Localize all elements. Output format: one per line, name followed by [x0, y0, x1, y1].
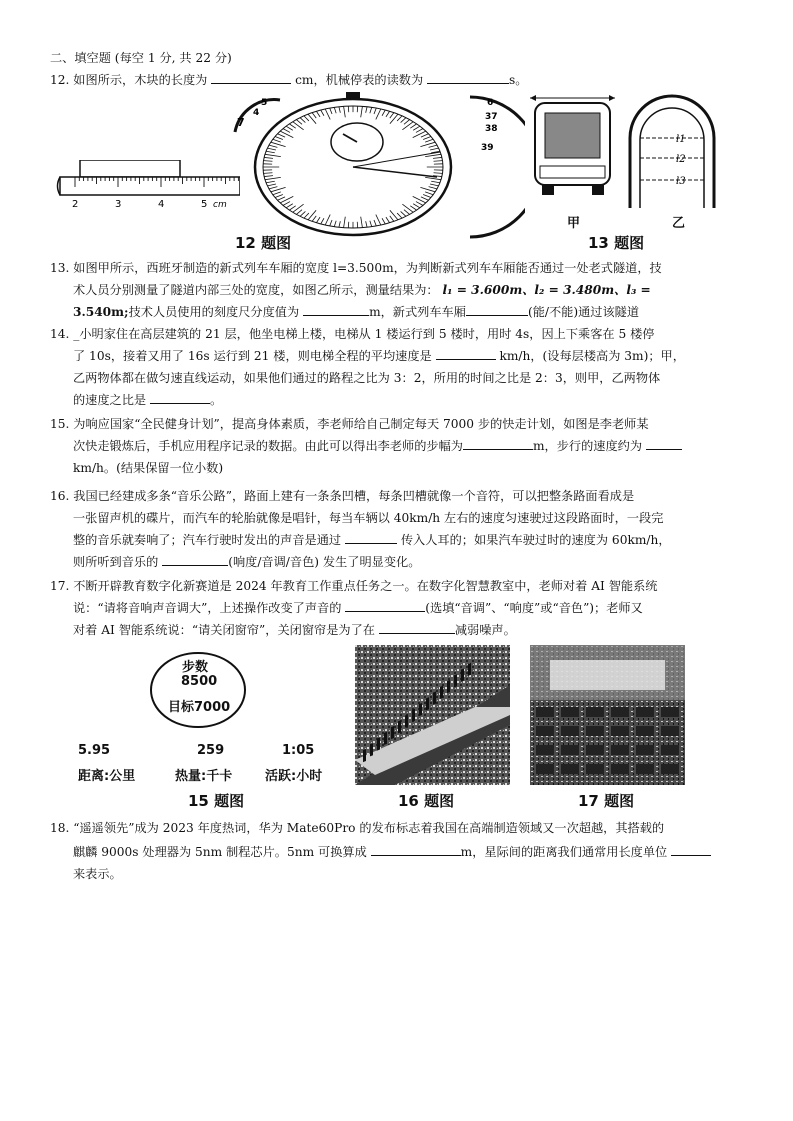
distance-value: 5.95: [78, 743, 111, 758]
q16-blank-medium[interactable]: [345, 529, 397, 544]
classroom-desk: [586, 707, 604, 717]
q13-blank-pass[interactable]: [466, 301, 528, 316]
classroom-desk: [561, 745, 579, 755]
section-header: 二、填空题 (每空 1 分, 共 22 分): [50, 51, 232, 65]
q13-line3: 3.540m;技术人员使用的刻度尺分度值为 m，新式列车车厢 (能/不能)通过该隧道: [73, 301, 639, 323]
q12-blank-stopwatch[interactable]: [427, 69, 509, 84]
fig13-jia: 甲: [567, 216, 581, 231]
road-groove: [363, 749, 366, 762]
q17-line2: 说：“请将音响声音调大”，上述操作改变了声音的 (选填“音调”、“响度”或“音色”)；老师又: [73, 597, 643, 619]
road-groove: [433, 692, 436, 705]
step-label: 步数: [182, 660, 209, 675]
q14-blank-ratio[interactable]: [150, 389, 210, 404]
q15-line1: 15. 为响应国家“全民健身计划”，提高身体素质，李老师给自己制定每天 7000 步的快走计划，如图是李老师某: [50, 417, 649, 431]
classroom-desk: [586, 745, 604, 755]
road-groove: [426, 697, 429, 710]
q17-line1: 17. 不断开辟教育数字化新赛道是 2024 年教育工作重点任务之一。在数字化智慧教室中，老师对着 AI 智能系统: [50, 579, 658, 593]
q13-line2: 术人员分别测量了隧道内部三处的宽度，如图乙所示，测量结果为： l₁ = 3.600m、l₂ = 3.480m、l₃ =: [73, 283, 651, 297]
ruler-unit: cm: [213, 200, 227, 210]
q13-measurements: l₁ = 3.600m、l₂ = 3.480m、l₃ =: [442, 283, 651, 297]
classroom-desk: [586, 764, 604, 774]
q18-line3: 来表示。: [73, 867, 122, 881]
classroom-desk: [611, 745, 629, 755]
caption-13: 13 题图: [588, 234, 645, 252]
ruler-tick-3: 3: [115, 199, 122, 210]
classroom-photo: [530, 645, 685, 785]
stopwatch-figure: [225, 92, 525, 242]
classroom-desk: [611, 764, 629, 774]
classroom-desk: [636, 764, 654, 774]
ruler-tick-5: 5: [201, 199, 208, 210]
q14-line1: 14. _小明家住在高层建筑的 21 层，他坐电梯上楼，电梯从 1 楼运行到 5 楼时，用时 4s，因上下乘客在 5 楼停: [50, 327, 655, 341]
q14-line2: 了 10s，接着又用了 16s 运行到 21 楼，则电梯全程的平均速度是 km/h，(设每层楼高为 3m)；甲，: [73, 345, 685, 367]
q16-line1: 16. 我国已经建成多条“音乐公路”，路面上建有一条条凹槽，每条凹槽就像一个音符，可以把整条路面看成是: [50, 489, 635, 503]
q18-blank-convert[interactable]: [371, 841, 461, 856]
classroom-desk: [536, 745, 554, 755]
wood-block: [80, 160, 180, 177]
road-groove: [412, 709, 415, 722]
svg-text:37: 37: [485, 112, 498, 122]
tunnel-l3: l3: [676, 176, 686, 187]
classroom-desk: [661, 745, 679, 755]
svg-text:7: 7: [237, 116, 245, 129]
classroom-desk: [661, 726, 679, 736]
classroom-desk: [636, 707, 654, 717]
crown-button: [346, 92, 360, 98]
road-groove: [377, 738, 380, 751]
svg-text:5: 5: [261, 98, 268, 108]
q12-text-c: s。: [509, 73, 528, 87]
q14-line4: 的速度之比是 。: [73, 389, 222, 411]
classroom-desk: [611, 707, 629, 717]
road-groove: [419, 703, 422, 716]
road-groove: [468, 663, 471, 676]
step-count: 8500: [181, 674, 218, 689]
road-groove: [447, 680, 450, 693]
classroom-desk: [536, 726, 554, 736]
road-groove: [370, 743, 373, 756]
q16-blank-property[interactable]: [162, 551, 228, 566]
classroom-desk: [586, 726, 604, 736]
svg-text:39: 39: [481, 143, 494, 153]
classroom-desk: [611, 726, 629, 736]
q15-blank-speed[interactable]: [646, 435, 682, 450]
road-groove: [440, 686, 443, 699]
classroom-desk: [661, 707, 679, 717]
ruler-tick-4: 4: [158, 199, 165, 210]
svg-text:6: 6: [487, 98, 494, 108]
fig13-yi: 乙: [672, 216, 686, 231]
q16-line4: 则所听到音乐的 (响度/音调/音色) 发生了明显变化。: [73, 551, 420, 573]
classroom-desk: [636, 726, 654, 736]
q18-line2: 麒麟 9000s 处理器为 5nm 制程芯片。5nm 可换算成 m，星际间的距离我们通常用长度单位: [73, 841, 711, 863]
svg-text:4: 4: [253, 108, 260, 118]
caption-17: 17 题图: [578, 792, 635, 810]
step-goal: 目标7000: [168, 700, 231, 715]
tunnel-outer: [630, 96, 714, 208]
caption-12: 12 题图: [235, 234, 292, 252]
q18-line1: 18. “遥遥领先”成为 2023 年度热词，华为 Mate60Pro 的发布标志着我国在高端制造领域又一次超越，其搭载的: [50, 821, 665, 835]
active-value: 1:05: [282, 743, 315, 758]
q13-blank-division[interactable]: [303, 301, 369, 316]
active-label: 活跃:小时: [265, 769, 323, 784]
svg-text:38: 38: [485, 124, 498, 134]
tunnel-l2: l2: [676, 154, 686, 165]
classroom-desk: [536, 707, 554, 717]
q12-text-a: 12. 如图所示，木块的长度为: [50, 73, 208, 87]
classroom-desk: [536, 764, 554, 774]
road-groove: [461, 669, 464, 682]
q14-line3: 乙两物体都在做匀速直线运动，如果他们通过的路程之比为 3：2，所用的时间之比是 2：3，则甲，乙两物体: [73, 371, 661, 385]
tunnel-l1: l1: [676, 134, 686, 145]
calorie-label: 热量:千卡: [175, 769, 233, 784]
ruler-tick-2: 2: [72, 199, 79, 210]
classroom-desk: [561, 707, 579, 717]
classroom-desk: [561, 726, 579, 736]
road-groove: [391, 726, 394, 739]
classroom-desk: [661, 764, 679, 774]
fig13-figure: [520, 88, 735, 213]
road-groove: [384, 732, 387, 745]
q18-blank-unit[interactable]: [671, 841, 711, 856]
q16-line2: 一张留声机的碟片，而汽车的轮胎就像是唱针，每当车辆以 40km/h 左右的速度匀速驶过这段路面时，一段完: [73, 511, 664, 525]
q12-blank-length[interactable]: [211, 69, 291, 84]
q17-blank-property[interactable]: [345, 597, 425, 612]
q13-line1: 13. 如图甲所示，西班牙制造的新式列车车厢的宽度 l=3.500m，为判断新式列车车厢能否通过一处老式隧道，技: [50, 261, 662, 275]
classroom-desk: [561, 764, 579, 774]
question-12: [50, 69, 527, 91]
caption-16: 16 题图: [398, 792, 455, 810]
q15-line2: 次快走锻炼后，手机应用程序记录的数据。由此可以得出李老师的步幅为 m，步行的速度约为: [73, 435, 682, 457]
train-window: [545, 113, 600, 158]
q17-line3: 对着 AI 智能系统说：“请关闭窗帘”，关闭窗帘是为了在 减弱噪声。: [73, 619, 516, 641]
q12-text-b: cm，机械停表的读数为: [295, 73, 424, 87]
road-groove: [398, 720, 401, 733]
road-groove: [405, 715, 408, 728]
distance-label: 距离:公里: [78, 769, 136, 784]
q15-blank-stride[interactable]: [463, 435, 533, 450]
q15-line3: km/h。(结果保留一位小数): [73, 461, 224, 475]
q14-blank-speed[interactable]: [436, 345, 496, 360]
road-groove: [454, 674, 457, 687]
calorie-value: 259: [197, 743, 225, 758]
caption-15: 15 题图: [188, 792, 245, 810]
ruler-figure: [55, 160, 240, 215]
q17-blank-location[interactable]: [379, 619, 455, 634]
classroom-desk: [636, 745, 654, 755]
q16-line3: 整的音乐就奏响了；汽车行驶时发出的声音是通过 传入人耳的；如果汽车驶过时的速度为 60km/h，: [73, 529, 671, 551]
music-road-photo: [355, 645, 510, 785]
